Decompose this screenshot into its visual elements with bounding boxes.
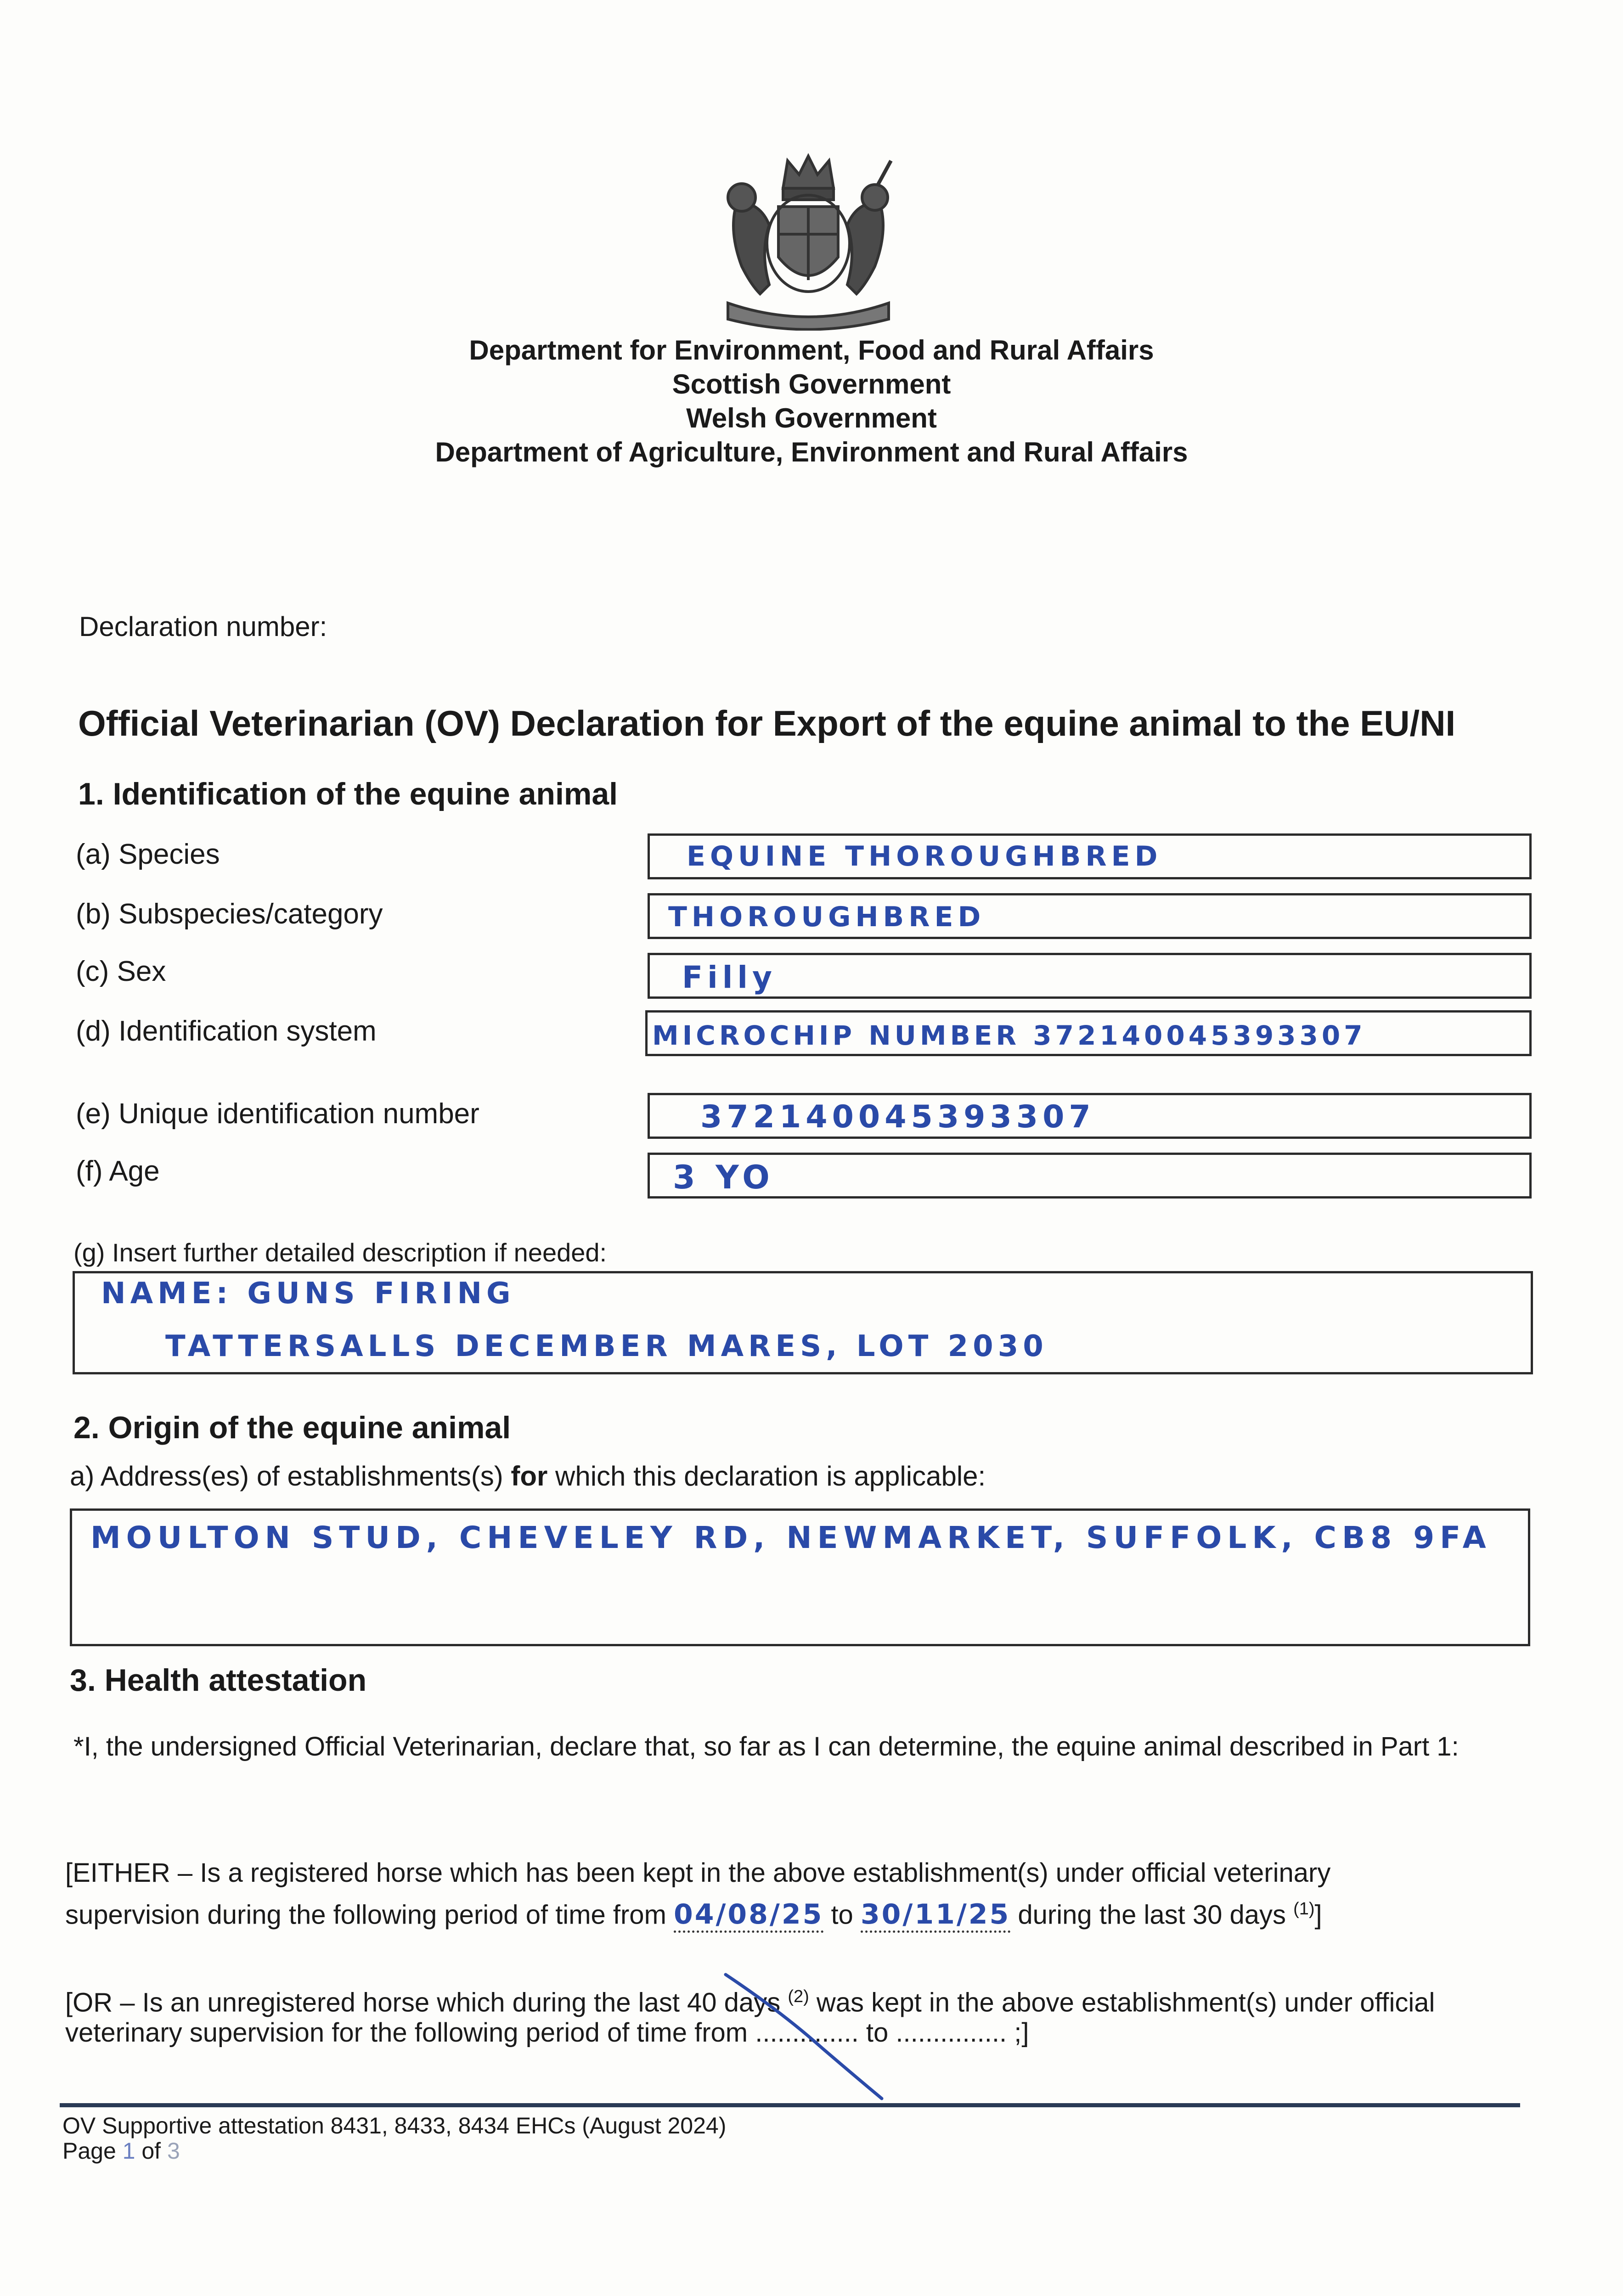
age-value: 3 YO: [673, 1159, 774, 1196]
footer-page-label: Page: [62, 2138, 123, 2164]
identification-system-value: MICROCHIP NUMBER 372140045393307: [652, 1020, 1366, 1051]
unique-id-label: (e) Unique identification number: [76, 1098, 479, 1130]
footer-reference: OV Supportive attestation 8431, 8433, 8434 EHCs (August 2024): [62, 2113, 727, 2138]
address-label-end: which this declaration is applicable:: [547, 1461, 986, 1491]
either-to-word: to: [823, 1900, 861, 1930]
section-2-heading: 2. Origin of the equine animal: [73, 1410, 511, 1445]
section-3-heading: 3. Health attestation: [70, 1663, 367, 1698]
age-field[interactable]: [648, 1153, 1532, 1199]
either-close-bracket: ]: [1314, 1900, 1322, 1930]
footer-rule: [60, 2103, 1520, 2107]
address-label-start: a) Address(es) of establishments(s): [70, 1461, 511, 1491]
footer-page-total: 3: [167, 2138, 180, 2164]
either-from-date[interactable]: 04/08/25: [674, 1898, 823, 1933]
sex-field[interactable]: [648, 953, 1532, 999]
either-line-2: [65, 1891, 1526, 1933]
either-line-1: [EITHER – Is a registered horse which has been kept in the above establishment(s) under official veterinary: [65, 1858, 1331, 1888]
footer-page-current: 1: [122, 2138, 135, 2164]
either-line-2-end: during the last 30 days: [1010, 1900, 1294, 1930]
sex-label: (c) Sex: [76, 956, 166, 987]
department-line-4: Department of Agriculture, Environment and Rural Affairs: [435, 437, 1188, 467]
sex-value: Filly: [682, 960, 777, 995]
address-value: MOULTON STUD, CHEVELEY RD, NEWMARKET, SUFFOLK, CB8 9FA: [90, 1520, 1492, 1555]
unique-id-value: 372140045393307: [700, 1099, 1095, 1135]
or-line-1-start: [OR – Is an unregistered horse which during the last 40 days: [65, 1987, 788, 2018]
species-label: (a) Species: [76, 838, 220, 870]
declaration-number-label: Declaration number:: [79, 611, 327, 642]
further-description-bottom-line: [73, 1372, 1533, 1374]
subspecies-value: THOROUGHBRED: [668, 901, 986, 933]
document-title: Official Veterinarian (OV) Declaration for Export of the equine animal to the EU/NI: [78, 703, 1456, 743]
footer-page-number: [62, 2138, 180, 2164]
identification-system-label: (d) Identification system: [76, 1015, 377, 1047]
footer-page-of: of: [135, 2138, 167, 2164]
further-description-line-2: TATTERSALLS DECEMBER MARES, LOT 2030: [165, 1329, 1048, 1363]
strike-through-mark: [716, 1970, 891, 2103]
or-line-1-end: was kept in the above establishment(s) under official: [809, 1987, 1435, 2018]
species-value: EQUINE THOROUGHBRED: [687, 840, 1162, 872]
address-label: [70, 1460, 986, 1492]
age-label: (f) Age: [76, 1155, 160, 1187]
identification-system-field[interactable]: [645, 1010, 1532, 1056]
address-field[interactable]: [70, 1508, 1530, 1646]
address-label-bold: for: [511, 1461, 548, 1491]
further-description-label: (g) Insert further detailed description if needed:: [73, 1238, 607, 1267]
subspecies-label: (b) Subspecies/category: [76, 898, 383, 930]
species-field[interactable]: [648, 833, 1532, 879]
either-to-date[interactable]: 30/11/25: [861, 1898, 1010, 1933]
section-1-heading: 1. Identification of the equine animal: [78, 777, 618, 811]
either-footnote-ref: (1): [1293, 1899, 1315, 1919]
department-line-1: Department for Environment, Food and Rural Affairs: [469, 335, 1154, 366]
health-attestation-intro: *I, the undersigned Official Veterinarian, declare that, so far as I can determine, the equine animal described in Part 1:: [73, 1732, 1459, 1761]
or-line-2: veterinary supervision for the following period of time from .............. to ............... ;]: [65, 2018, 1029, 2048]
either-clause: [65, 1855, 1526, 1933]
or-footnote-ref: (2): [788, 1987, 809, 2006]
royal-coat-of-arms: [710, 147, 907, 331]
department-line-3: Welsh Government: [686, 403, 937, 433]
either-line-2-start: supervision during the following period of time from: [65, 1900, 674, 1930]
further-description-line-1: NAME: GUNS FIRING: [101, 1277, 515, 1311]
subspecies-field[interactable]: [648, 893, 1532, 939]
department-line-2: Scottish Government: [672, 369, 951, 400]
unique-id-field[interactable]: [648, 1093, 1532, 1139]
